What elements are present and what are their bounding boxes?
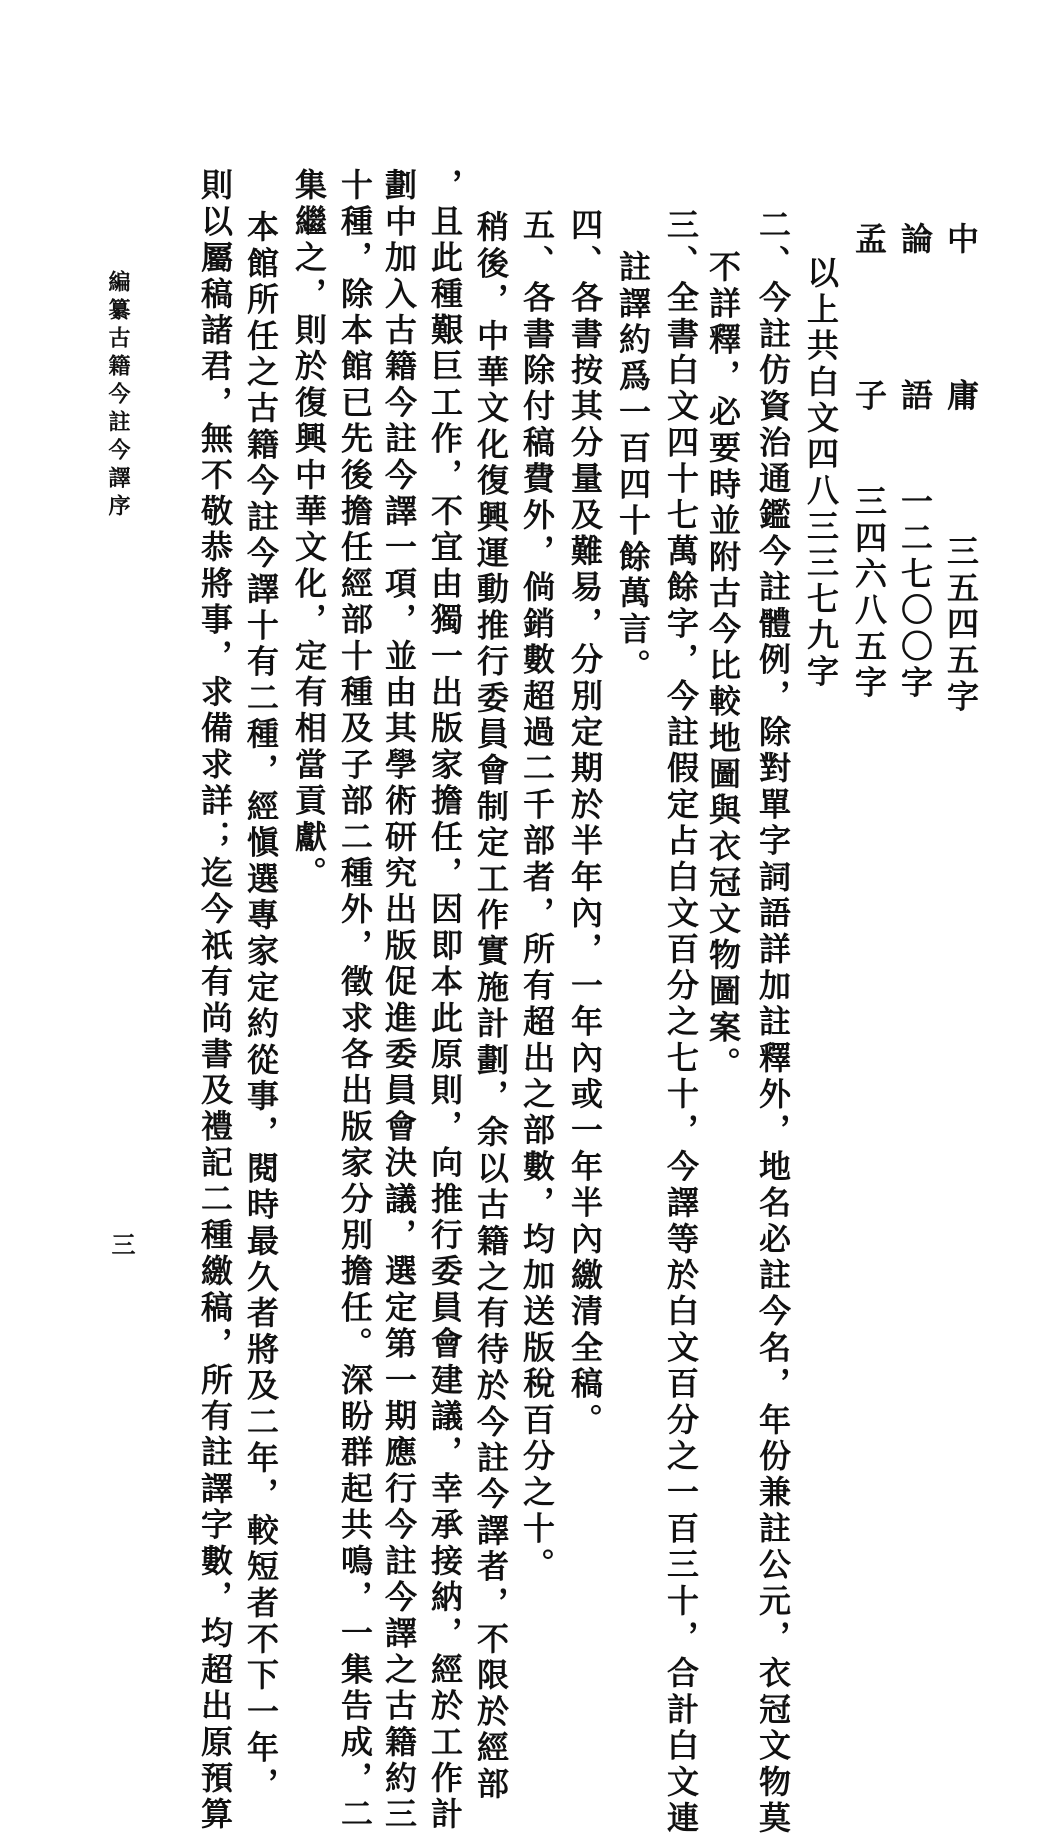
text-column-3: 三、全書白文四十七萬餘字，今註假定占白文百分之七十，今譯等於白文百分之一百三十，合計白文連 <box>662 208 700 1837</box>
word-count: 三四六八五字 <box>850 484 888 702</box>
book-title-bottom: 子 <box>850 378 888 415</box>
book-title-top: 論 <box>896 222 934 259</box>
word-count-zhongyong <box>940 222 980 715</box>
text-column-7: 稍後，中華文化復興運動推行委員會制定工作實施計劃，余以古籍之有待於今註今譯者，不限於經部 <box>472 210 510 1803</box>
running-title: 編纂古籍今註今譯序 <box>105 270 131 522</box>
text-column-13: 則以屬稿諸君，無不敬恭將事，求備求詳；迄今祇有尚書及禮記二種繳稿，所有註譯字數，均超出原預算 <box>196 168 234 1834</box>
page-number: 三 <box>107 1232 136 1256</box>
book-title-top: 孟 <box>850 222 888 259</box>
text-column-10: 十種，除本館已先後擔任經部十種及子部二種外，徵求各出版家分別擔任。深盼群起共鳴，一集告成，二 <box>336 168 374 1834</box>
text-column-11: 集繼之，則於復興中華文化，定有相當貢獻。 <box>290 168 328 892</box>
book-title-top: 中 <box>942 222 980 259</box>
text-column-5: 四、各書按其分量及難易，分別定期於半年內，一年內或一年半內繳清全稿。 <box>566 208 604 1439</box>
word-count: 三五四五字 <box>942 534 980 716</box>
text-column-2: 不詳釋，必要時並附古今比較地圖與衣冠文物圖案。 <box>704 250 742 1083</box>
text-column-6: 五、各書除付稿費外，倘銷數超過二千部者，所有超出之部數，均加送版稅百分之十。 <box>518 208 556 1584</box>
word-count-mengzi <box>848 222 888 702</box>
total-word-count: 以上共白文四八三三七九字 <box>802 256 840 691</box>
text-column-4: 註譯約爲一百四十餘萬言。 <box>614 250 652 685</box>
text-column-12: 本館所任之古籍今註今譯十有二種，經愼選專家定約從事，閱時最久者將及二年，較短者不下一年， <box>242 210 280 1803</box>
text-column-1: 二、今註仿資治通鑑今註體例，除對單字詞語詳加註釋外，地名必註今名，年份兼註公元，衣冠文物莫 <box>754 208 792 1837</box>
book-title-bottom: 語 <box>896 378 934 415</box>
text-column-9: 劃中加入古籍今註今譯一項，並由其學術研究出版促進委員會決議，選定第一期應行今註今譯之古籍約三 <box>380 168 418 1834</box>
word-count: 一二七〇〇字 <box>896 484 934 702</box>
book-title-bottom: 庸 <box>942 378 980 415</box>
word-count-lunyu <box>894 222 934 702</box>
text-column-8: ，且此種艱巨工作，不宜由獨一出版家擔任，因即本此原則，向推行委員會建議，幸承接納，經於工作計 <box>426 168 464 1834</box>
